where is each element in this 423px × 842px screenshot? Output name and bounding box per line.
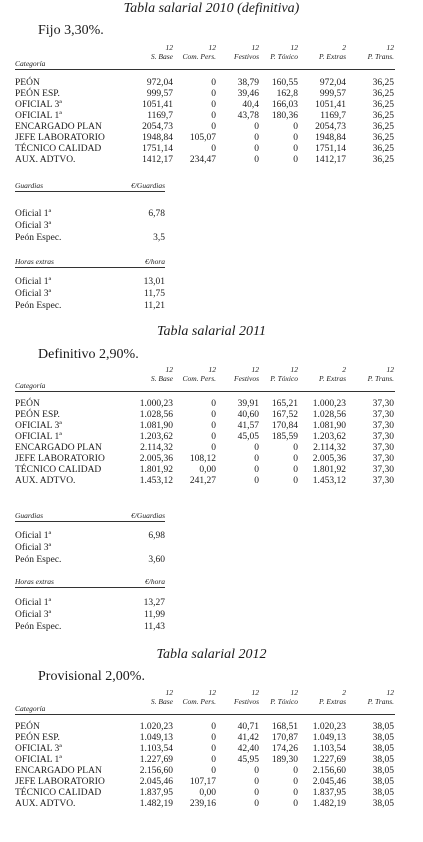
row-category: PEÓN ESP. (15, 733, 60, 743)
cell-p-extras: 1948,84 (315, 133, 346, 143)
column-header-p-trans: 12 P. Trans. (367, 688, 394, 706)
row-category: PEÓN (15, 722, 40, 732)
cell-s-base: 1948,84 (142, 133, 173, 143)
cell-p-trans: 37,30 (372, 432, 394, 442)
guardias-row (15, 220, 165, 232)
cell-festivos: 0 (254, 476, 259, 486)
horas-category: Peón Espec. (15, 301, 62, 311)
table-title-2012: Tabla salarial 2012 (156, 647, 267, 662)
table-row (15, 155, 395, 166)
guardias-row (15, 232, 165, 244)
row-category: JEFE LABORATORIO (15, 777, 105, 787)
cell-p-trans: 38,05 (372, 766, 394, 776)
row-category: PEÓN (15, 399, 40, 409)
horas-category: Oficial 1ª (15, 277, 52, 287)
guardias-header (15, 510, 165, 522)
guardias-category: Peón Espec. (15, 233, 62, 243)
horas-row (15, 597, 165, 609)
cell-festivos: 0 (254, 777, 259, 787)
guardias-category: Oficial 3ª (15, 221, 52, 231)
table-row (15, 78, 395, 89)
cell-p-trans: 37,30 (372, 454, 394, 464)
table-row (15, 133, 395, 144)
cell-festivos: 0 (254, 155, 259, 165)
column-header-p-toxico: 12 P. Tóxico (270, 688, 298, 706)
cell-p-extras: 1412,17 (315, 155, 346, 165)
table-row (15, 733, 395, 744)
cell-s-base: 2054,73 (142, 122, 173, 132)
cell-s-base: 1.049,13 (139, 733, 173, 743)
cell-com-pers: 0 (211, 443, 216, 453)
cell-festivos: 40,60 (237, 410, 259, 420)
cell-festivos: 0 (254, 766, 259, 776)
cell-festivos: 0 (254, 443, 259, 453)
horas-value: 13,01 (143, 277, 165, 287)
row-category: OFICIAL 1ª (15, 755, 62, 765)
cell-p-extras: 1.227,69 (312, 755, 346, 765)
table-row (15, 421, 395, 432)
cell-p-trans: 38,05 (372, 744, 394, 754)
cell-p-trans: 37,30 (372, 476, 394, 486)
cell-s-base: 972,04 (146, 78, 173, 88)
cell-s-base: 1412,17 (142, 155, 173, 165)
cell-p-toxico: 0 (293, 465, 298, 475)
table-subtitle-2010: Fijo 3,30%. (38, 23, 104, 38)
cell-s-base: 999,57 (146, 89, 173, 99)
column-header-festivos: 12 Festivos (234, 688, 259, 706)
horas-row (15, 609, 165, 621)
column-header-p-extras: 2 P. Extras (319, 365, 346, 383)
cell-p-extras: 1751,14 (315, 144, 346, 154)
cell-festivos: 43,78 (237, 111, 259, 121)
salary-rows (15, 399, 395, 487)
cell-festivos: 0 (254, 144, 259, 154)
horas-value: 11,21 (143, 301, 165, 311)
column-header-categoria: Categoría (15, 59, 46, 68)
cell-p-toxico: 0 (293, 454, 298, 464)
column-header-com-pers: 12 Com. Pers. (182, 688, 216, 706)
cell-p-toxico: 170,87 (271, 733, 298, 743)
cell-s-base: 1.000,23 (139, 399, 173, 409)
cell-p-toxico: 174,26 (271, 744, 298, 754)
guardias-row (15, 530, 165, 542)
cell-p-trans: 38,05 (372, 799, 394, 809)
cell-p-toxico: 180,36 (271, 111, 298, 121)
cell-festivos: 39,91 (237, 399, 259, 409)
row-category: OFICIAL 1ª (15, 111, 62, 121)
cell-p-toxico: 170,84 (271, 421, 298, 431)
row-category: JEFE LABORATORIO (15, 454, 105, 464)
cell-com-pers: 0 (211, 100, 216, 110)
cell-s-base: 1.837,95 (139, 788, 173, 798)
cell-com-pers: 0 (211, 733, 216, 743)
table-row (15, 722, 395, 733)
table-row (15, 399, 395, 410)
cell-p-extras: 1.000,23 (312, 399, 346, 409)
cell-p-trans: 36,25 (372, 133, 394, 143)
cell-p-extras: 2.156,60 (312, 766, 346, 776)
guardias-rows (15, 530, 165, 566)
table-row (15, 144, 395, 155)
cell-s-base: 1.801,92 (139, 465, 173, 475)
column-header-p-toxico: 12 P. Tóxico (270, 365, 298, 383)
cell-festivos: 40,4 (242, 100, 259, 110)
cell-festivos: 39,46 (237, 89, 259, 99)
column-header-festivos: 12 Festivos (234, 365, 259, 383)
cell-p-toxico: 0 (293, 777, 298, 787)
cell-p-toxico: 167,52 (271, 410, 298, 420)
guardias-unit: €/Guardias (131, 511, 165, 520)
cell-p-toxico: 189,30 (271, 755, 298, 765)
column-header-com-pers: 12 Com. Pers. (182, 43, 216, 61)
horas-value: 11,75 (143, 289, 165, 299)
guardias-row (15, 542, 165, 554)
cell-p-toxico: 168,51 (271, 722, 298, 732)
cell-p-toxico: 165,21 (271, 399, 298, 409)
cell-p-trans: 37,30 (372, 465, 394, 475)
guardias-value: 6,98 (148, 531, 165, 541)
cell-com-pers: 0 (211, 410, 216, 420)
cell-p-extras: 2.045,46 (312, 777, 346, 787)
horas-category: Oficial 3ª (15, 289, 52, 299)
cell-p-extras: 1.203,62 (312, 432, 346, 442)
horas-rows (15, 276, 165, 312)
table-row (15, 454, 395, 465)
horas-unit: €/hora (144, 257, 165, 266)
cell-p-toxico: 0 (293, 155, 298, 165)
cell-s-base: 1.453,12 (139, 476, 173, 486)
table-row (15, 89, 395, 100)
cell-com-pers: 0,00 (199, 465, 216, 475)
cell-festivos: 0 (254, 122, 259, 132)
cell-p-trans: 36,25 (372, 100, 394, 110)
cell-p-toxico: 0 (293, 766, 298, 776)
row-category: TÉCNICO CALIDAD (15, 788, 102, 798)
table-title-2011: Tabla salarial 2011 (157, 324, 266, 339)
guardias-row (15, 554, 165, 566)
row-category: PEÓN (15, 78, 40, 88)
cell-p-toxico: 0 (293, 443, 298, 453)
cell-p-trans: 36,25 (372, 122, 394, 132)
guardias-label: Guardias (15, 181, 44, 190)
row-category: TÉCNICO CALIDAD (15, 465, 102, 475)
row-category: JEFE LABORATORIO (15, 133, 105, 143)
cell-p-toxico: 0 (293, 799, 298, 809)
row-category: OFICIAL 3ª (15, 421, 62, 431)
horas-row (15, 300, 165, 312)
table-row (15, 122, 395, 133)
cell-s-base: 1.081,90 (139, 421, 173, 431)
cell-com-pers: 0,00 (199, 788, 216, 798)
cell-p-extras: 1.081,90 (312, 421, 346, 431)
guardias-header (15, 180, 165, 192)
row-category: AUX. ADTVO. (15, 799, 76, 809)
cell-p-trans: 38,05 (372, 755, 394, 765)
cell-s-base: 1.028,56 (139, 410, 173, 420)
cell-p-extras: 1.801,92 (312, 465, 346, 475)
cell-p-extras: 1169,7 (320, 111, 346, 121)
guardias-value: 6,78 (148, 209, 165, 219)
cell-s-base: 1.203,62 (139, 432, 173, 442)
cell-s-base: 1.227,69 (139, 755, 173, 765)
guardias-row (15, 208, 165, 220)
row-category: ENCARGADO PLAN (15, 443, 102, 453)
cell-festivos: 0 (254, 799, 259, 809)
cell-festivos: 38,79 (237, 78, 259, 88)
cell-p-trans: 37,30 (372, 421, 394, 431)
table-row (15, 443, 395, 454)
cell-p-toxico: 0 (293, 476, 298, 486)
column-header-row (15, 43, 395, 70)
horas-value: 11,43 (143, 622, 165, 632)
cell-com-pers: 108,12 (189, 454, 216, 464)
column-header-s-base: 12 S. Base (150, 365, 173, 383)
table-row (15, 465, 395, 476)
column-header-com-pers: 12 Com. Pers. (182, 365, 216, 383)
cell-festivos: 40,71 (237, 722, 259, 732)
cell-com-pers: 0 (211, 722, 216, 732)
cell-festivos: 41,57 (237, 421, 259, 431)
column-header-row (15, 688, 395, 715)
cell-p-trans: 36,25 (372, 111, 394, 121)
cell-com-pers: 0 (211, 432, 216, 442)
table-row (15, 476, 395, 487)
horas-rows (15, 597, 165, 633)
cell-p-extras: 1.049,13 (312, 733, 346, 743)
salary-rows (15, 722, 395, 810)
row-category: ENCARGADO PLAN (15, 122, 102, 132)
table-row (15, 799, 395, 810)
cell-p-trans: 37,30 (372, 443, 394, 453)
cell-p-extras: 1.103,54 (312, 744, 346, 754)
table-row (15, 755, 395, 766)
row-category: ENCARGADO PLAN (15, 766, 102, 776)
column-header-p-toxico: 12 P. Tóxico (270, 43, 298, 61)
cell-festivos: 0 (254, 133, 259, 143)
cell-p-toxico: 0 (293, 133, 298, 143)
cell-s-base: 2.156,60 (139, 766, 173, 776)
cell-p-extras: 1.020,23 (312, 722, 346, 732)
row-category: OFICIAL 1ª (15, 432, 62, 442)
cell-s-base: 1.103,54 (139, 744, 173, 754)
horas-unit: €/hora (144, 577, 165, 586)
cell-com-pers: 0 (211, 144, 216, 154)
cell-com-pers: 0 (211, 111, 216, 121)
horas-header (15, 576, 165, 588)
guardias-category: Oficial 3ª (15, 543, 52, 553)
cell-festivos: 42,40 (237, 744, 259, 754)
cell-p-trans: 36,25 (372, 144, 394, 154)
column-header-festivos: 12 Festivos (234, 43, 259, 61)
cell-s-base: 2.114,32 (140, 443, 173, 453)
cell-p-extras: 1.837,95 (312, 788, 346, 798)
cell-festivos: 0 (254, 788, 259, 798)
cell-p-toxico: 185,59 (271, 432, 298, 442)
table-row (15, 410, 395, 421)
table-subtitle-2012: Provisional 2,00%. (38, 669, 145, 684)
cell-s-base: 2.005,36 (139, 454, 173, 464)
table-row (15, 432, 395, 443)
cell-p-trans: 38,05 (372, 777, 394, 787)
table-row (15, 111, 395, 122)
cell-p-extras: 1.482,19 (312, 799, 346, 809)
row-category: PEÓN ESP. (15, 410, 60, 420)
cell-p-extras: 1051,41 (315, 100, 346, 110)
horas-category: Peón Espec. (15, 622, 62, 632)
cell-festivos: 0 (254, 465, 259, 475)
cell-p-toxico: 166,03 (271, 100, 298, 110)
cell-festivos: 41,42 (237, 733, 259, 743)
cell-s-base: 1.020,23 (139, 722, 173, 732)
horas-label: Horas extras (15, 257, 54, 266)
table-title-2010: Tabla salarial 2010 (definitiva) (123, 1, 300, 16)
guardias-label: Guardias (15, 511, 44, 520)
table-subtitle-2011: Definitivo 2,90%. (38, 347, 139, 362)
salary-rows (15, 78, 395, 166)
cell-festivos: 45,95 (237, 755, 259, 765)
cell-p-toxico: 0 (293, 144, 298, 154)
horas-row (15, 288, 165, 300)
cell-p-extras: 999,57 (319, 89, 346, 99)
cell-s-base: 1751,14 (142, 144, 173, 154)
cell-s-base: 1.482,19 (139, 799, 173, 809)
cell-p-trans: 37,30 (372, 410, 394, 420)
guardias-category: Oficial 1ª (15, 531, 52, 541)
cell-com-pers: 0 (211, 766, 216, 776)
horas-category: Oficial 3ª (15, 610, 52, 620)
column-header-p-extras: 2 P. Extras (319, 688, 346, 706)
cell-p-extras: 2.114,32 (313, 443, 346, 453)
column-header-p-trans: 12 P. Trans. (367, 365, 394, 383)
horas-category: Oficial 1ª (15, 598, 52, 608)
cell-com-pers: 0 (211, 755, 216, 765)
column-header-s-base: 12 S. Base (150, 43, 173, 61)
cell-p-toxico: 0 (293, 788, 298, 798)
cell-p-toxico: 0 (293, 122, 298, 132)
row-category: TÉCNICO CALIDAD (15, 144, 102, 154)
cell-p-trans: 36,25 (372, 89, 394, 99)
column-header-categoria: Categoría (15, 381, 46, 390)
cell-p-trans: 36,25 (372, 78, 394, 88)
table-row (15, 777, 395, 788)
cell-p-extras: 972,04 (319, 78, 346, 88)
cell-p-trans: 38,05 (372, 788, 394, 798)
cell-p-trans: 36,25 (372, 155, 394, 165)
cell-com-pers: 234,47 (189, 155, 216, 165)
table-row (15, 100, 395, 111)
cell-festivos: 0 (254, 454, 259, 464)
table-row (15, 788, 395, 799)
guardias-category: Oficial 1ª (15, 209, 52, 219)
table-row (15, 744, 395, 755)
horas-row (15, 276, 165, 288)
cell-s-base: 2.045,46 (139, 777, 173, 787)
cell-com-pers: 0 (211, 421, 216, 431)
cell-p-extras: 2054,73 (315, 122, 346, 132)
column-header-categoria: Categoría (15, 704, 46, 713)
horas-label: Horas extras (15, 577, 54, 586)
cell-p-trans: 37,30 (372, 399, 394, 409)
row-category: OFICIAL 3ª (15, 744, 62, 754)
horas-row (15, 621, 165, 633)
guardias-rows (15, 208, 165, 244)
cell-s-base: 1169,7 (147, 111, 173, 121)
cell-festivos: 45,05 (237, 432, 259, 442)
cell-p-toxico: 160,55 (271, 78, 298, 88)
column-header-p-trans: 12 P. Trans. (367, 43, 394, 61)
cell-com-pers: 105,07 (189, 133, 216, 143)
horas-value: 11,99 (143, 610, 165, 620)
cell-com-pers: 0 (211, 78, 216, 88)
guardias-unit: €/Guardias (131, 181, 165, 190)
horas-value: 13,27 (143, 598, 165, 608)
guardias-value: 3,5 (153, 233, 165, 243)
column-header-row (15, 365, 395, 392)
cell-p-trans: 38,05 (372, 733, 394, 743)
cell-com-pers: 107,17 (189, 777, 216, 787)
guardias-value: 3,60 (148, 555, 165, 565)
cell-com-pers: 241,27 (189, 476, 216, 486)
row-category: OFICIAL 3ª (15, 100, 62, 110)
cell-com-pers: 0 (211, 89, 216, 99)
cell-com-pers: 0 (211, 744, 216, 754)
cell-com-pers: 239,16 (189, 799, 216, 809)
cell-p-extras: 1.453,12 (312, 476, 346, 486)
cell-com-pers: 0 (211, 399, 216, 409)
cell-com-pers: 0 (211, 122, 216, 132)
cell-p-trans: 38,05 (372, 722, 394, 732)
horas-header (15, 256, 165, 268)
guardias-category: Peón Espec. (15, 555, 62, 565)
table-row (15, 766, 395, 777)
column-header-s-base: 12 S. Base (150, 688, 173, 706)
row-category: PEÓN ESP. (15, 89, 60, 99)
cell-p-extras: 2.005,36 (312, 454, 346, 464)
cell-p-toxico: 162,8 (276, 89, 298, 99)
row-category: AUX. ADTVO. (15, 155, 76, 165)
row-category: AUX. ADTVO. (15, 476, 76, 486)
column-header-p-extras: 2 P. Extras (319, 43, 346, 61)
cell-p-extras: 1.028,56 (312, 410, 346, 420)
cell-s-base: 1051,41 (142, 100, 173, 110)
